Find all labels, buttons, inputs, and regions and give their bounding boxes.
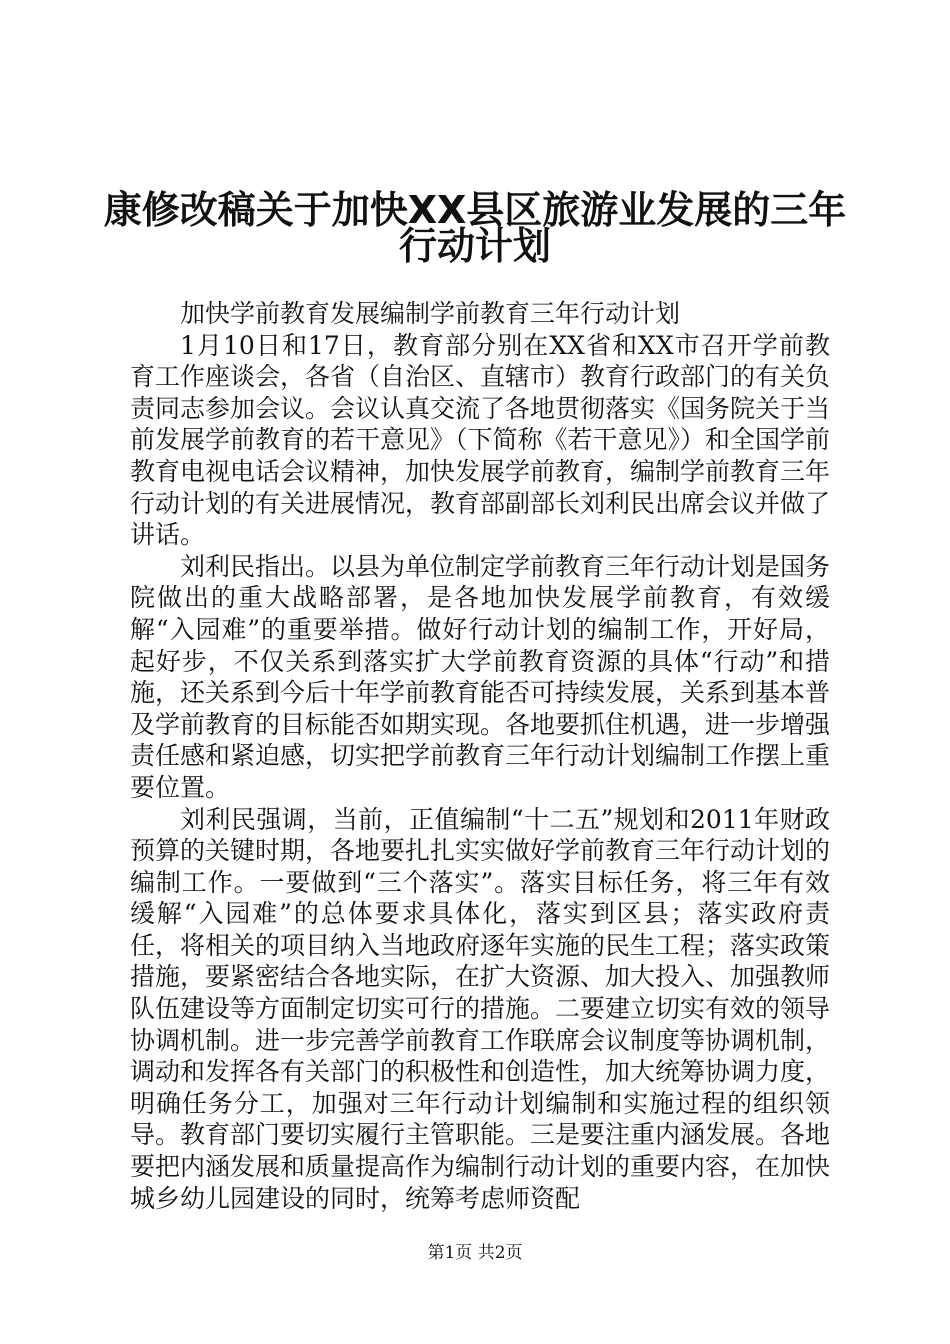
document-title-line-1: 康修改稿关于加快XX县区旅游业发展的三年 xyxy=(103,188,847,232)
document-body xyxy=(130,298,830,1214)
paragraph: 1月10日和17日，教育部分别在XX省和XX市召开学前教育工作座谈会，各省（自治区、直辖市）教育行政部门的有关负责同志参加会议。会议认真交流了各地贯彻落实《国务院关于当前发展学前教育的若干意见》（下简称《若干意见》）和全国学前教育电视电话会议精神，加快发展学前教育，编制学前教育三年行动计划的有关进展情况，教育部副部长刘利民出席会议并做了讲话。 xyxy=(130,330,831,550)
paragraph: 刘利民指出。以县为单位制定学前教育三年行动计划是国务院做出的重大战略部署，是各地加快发展学前教育，有效缓解“入园难”的重要举措。做好行动计划的编制工作，开好局，起好步，不仅关系到落实扩大学前教育资源的具体“行动”和措施，还关系到今后十年学前教育能否可持续发展，关系到基本普及学前教育的目标能否如期实现。各地要抓住机遇，进一步增强责任感和紧迫感，切实把学前教育三年行动计划编制工作摆上重要位置。 xyxy=(130,551,831,802)
paragraph: 刘利民强调，当前，正值编制“十二五”规划和2011年财政预算的关键时期，各地要扎扎实实做好学前教育三年行动计划的编制工作。一要做到“三个落实”。落实目标任务，将三年有效缓解“入园难”的总体要求具体化，落实到区县；落实政府责任，将相关的项目纳入当地政府逐年实施的民生工程；落实政策措施，要紧密结合各地实际，在扩大资源、加大投入、加强教师队伍建设等方面制定切实可行的措施。二要建立切实有效的领导协调机制。进一步完善学前教育工作联席会议制度等协调机制，调动和发挥各有关部门的积极性和创造性，加大统筹协调力度，明确任务分工，加强对三年行动计划编制和实施过程的组织领导。教育部门要切实履行主管职能。三是要注重内涵发展。各地要把内涵发展和质量提高作为编制行动计划的重要内容，在加快城乡幼儿园建设的同时，统筹考虑师资配 xyxy=(130,804,831,1213)
paragraph-subtitle: 加快学前教育发展编制学前教育三年行动计划 xyxy=(180,299,681,328)
document-title-line-2: 行动计划 xyxy=(398,224,551,268)
page-footer: 第1页 共2页 xyxy=(427,1243,523,1263)
